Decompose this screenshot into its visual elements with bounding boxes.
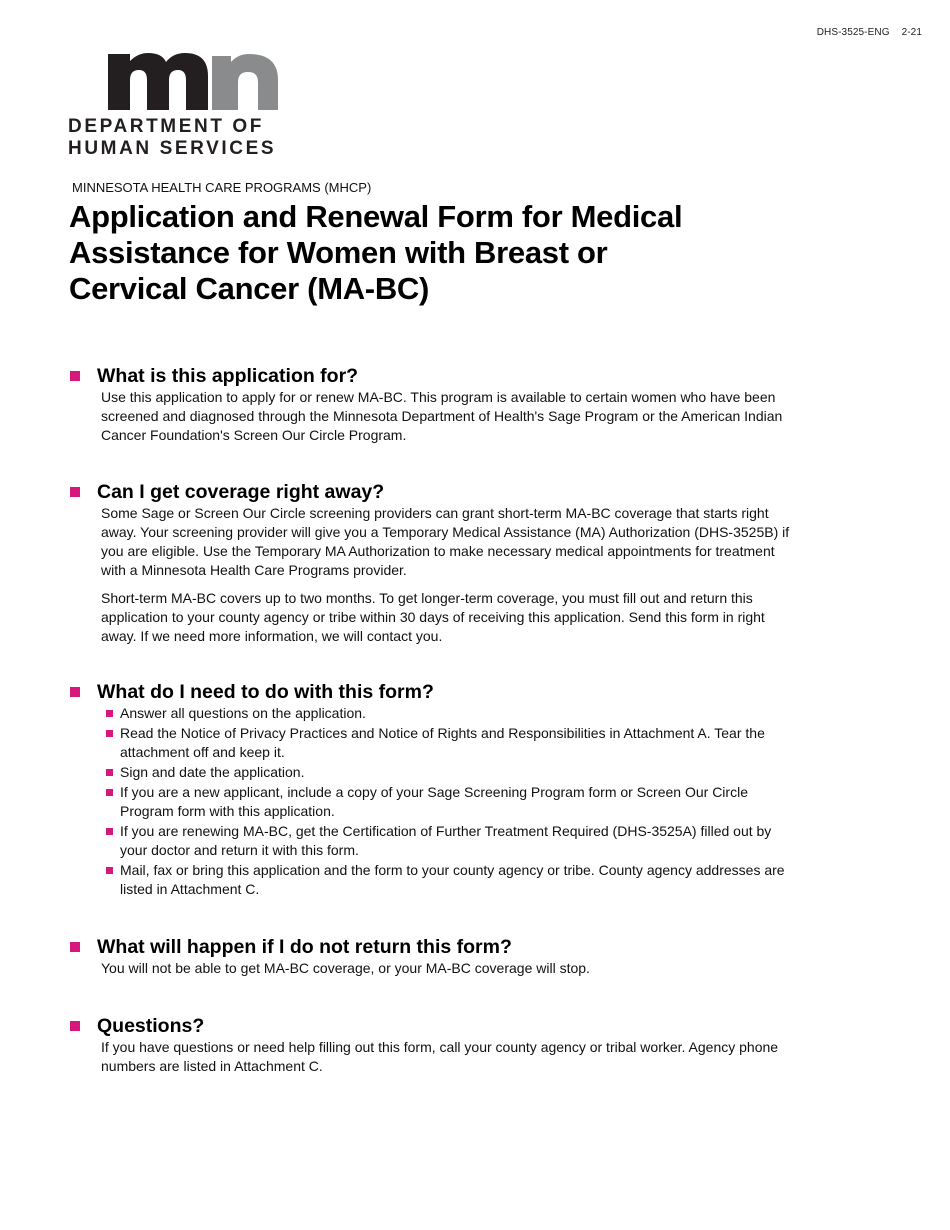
list-item: Sign and date the application. [106,763,790,782]
bullet-square-icon [106,730,113,737]
department-name: DEPARTMENT OF HUMAN SERVICES [68,116,277,159]
section-heading: What do I need to do with this form? [97,681,434,703]
bullet-square-icon [106,789,113,796]
section-what-to-do [70,680,790,900]
page-title: Application and Renewal Form for Medical Assistance for Women with Breast or Cervical Cancer (MA-BC) [69,199,683,306]
bullet-square-icon [70,371,80,381]
form-identifier [817,27,922,38]
section-questions [70,1014,790,1076]
section-heading: Questions? [97,1015,205,1037]
form-revision: 2-21 [901,27,922,38]
mn-logo-icon [108,52,280,110]
list-item: If you are renewing MA-BC, get the Certification of Further Treatment Required (DHS-3525A) filled out by your doctor and return it with this form. [106,822,790,860]
bullet-square-icon [106,867,113,874]
bullet-square-icon [70,1021,80,1031]
section-paragraph: Short-term MA-BC covers up to two months. To get longer-term coverage, you must fill out and return this application to your county agency or tribe within 30 days of receiving this application. Send this form in right away. If we need more information, we will contact you. [101,590,765,644]
section-coverage-right-away [70,480,790,646]
list-item: If you are a new applicant, include a copy of your Sage Screening Program form or Screen Our Circle Program form with this application. [106,783,790,821]
program-label: MINNESOTA HEALTH CARE PROGRAMS (MHCP) [72,180,372,195]
form-number: DHS-3525-ENG [816,27,890,38]
section-paragraph: Use this application to apply for or renew MA-BC. This program is available to certain women who have been screened and diagnosed through the Minnesota Department of Health's Sage Program or the American Indian Cancer Foundation's Screen Our Circle Program. [101,389,783,443]
dhs-logo [68,52,283,160]
instruction-list [70,704,790,899]
section-what-is-application [70,364,790,445]
section-heading: Can I get coverage right away? [97,481,385,503]
section-heading: What is this application for? [97,365,359,387]
bullet-square-icon [106,828,113,835]
bullet-square-icon [70,487,80,497]
section-heading: What will happen if I do not return this form? [97,936,512,958]
section-not-returned [70,935,790,978]
section-paragraph: You will not be able to get MA-BC coverage, or your MA-BC coverage will stop. [101,960,590,976]
bullet-square-icon [70,687,80,697]
list-item: Mail, fax or bring this application and the form to your county agency or tribe. County agency addresses are listed in Attachment C. [106,861,790,899]
list-item: Read the Notice of Privacy Practices and Notice of Rights and Responsibilities in Attachment A. Tear the attachment off and keep it. [106,724,790,762]
bullet-square-icon [106,710,113,717]
bullet-square-icon [70,942,80,952]
section-paragraph: Some Sage or Screen Our Circle screening providers can grant short-term MA-BC coverage that starts right away. Your screening provider will give you a Temporary Medical Assistance (MA) Authorization (DHS-3525B) if you are eligible. Use the Temporary MA Authorization to make necessary medical appointments for treatment with a Minnesota Health Care Programs provider. [101,505,790,578]
section-paragraph: If you have questions or need help filling out this form, call your county agency or tribal worker. Agency phone numbers are listed in Attachment C. [101,1039,779,1074]
list-item: Answer all questions on the application. [106,704,790,723]
bullet-square-icon [106,769,113,776]
